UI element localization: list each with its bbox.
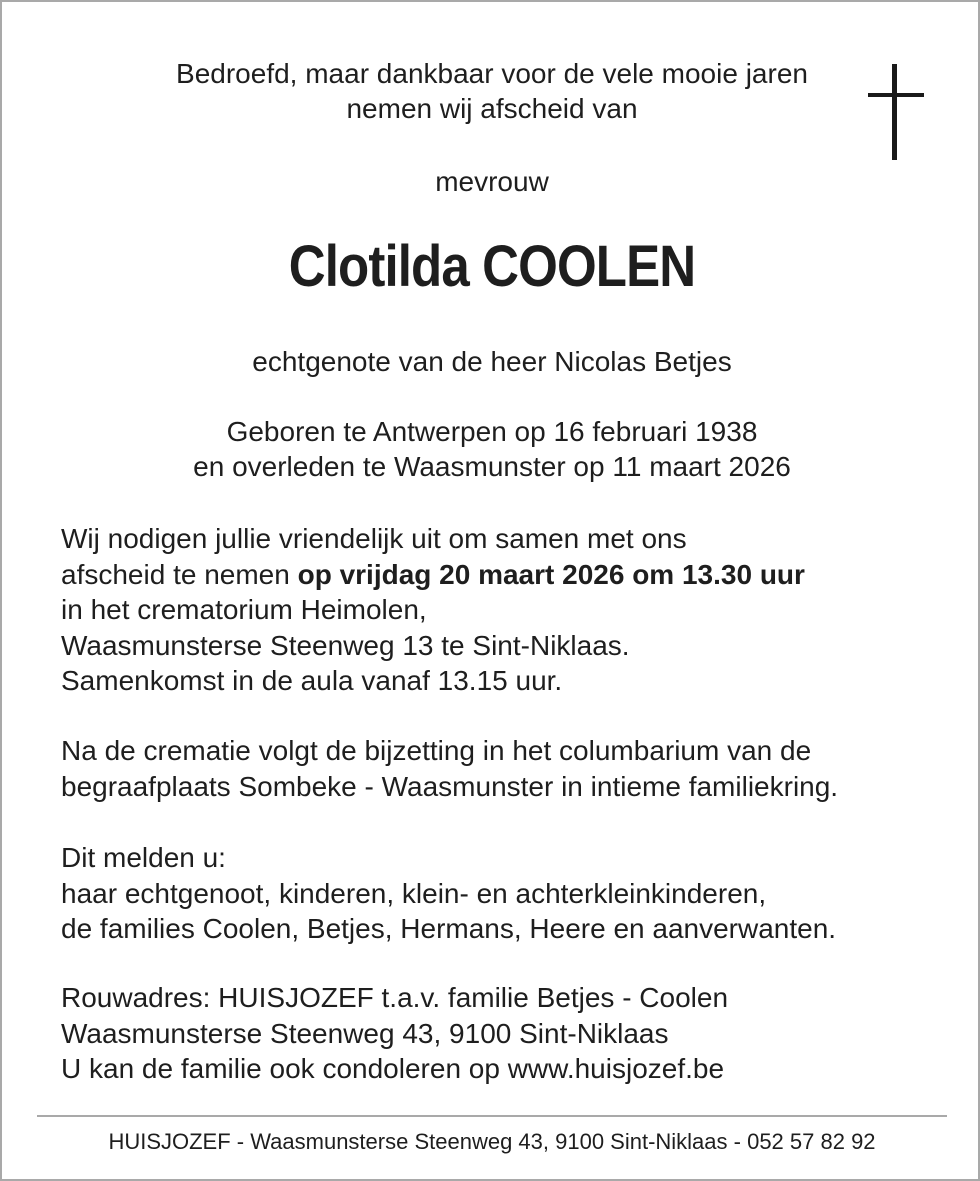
address-line-2: Waasmunsterse Steenweg 43, 9100 Sint-Niklaas — [61, 1017, 669, 1049]
announce-line-3: de families Coolen, Betjes, Hermans, Heere en aanverwanten. — [61, 913, 837, 944]
cremation-line-1: Na de crematie volgt de bijzetting in het columbarium van de — [61, 735, 812, 766]
announce-line-2: haar echtgenoot, kinderen, klein- en achterkleinkinderen, — [61, 877, 767, 909]
invitation-line-2-prefix: afscheid te nemen — [61, 558, 298, 590]
cremation-line-2: begraafplaats Sombeke - Waasmunster in intieme familiekring. — [61, 770, 839, 802]
invitation-line-5: Samenkomst in de aula vanaf 13.15 uur. — [61, 665, 563, 696]
deceased-name: Clotilda COOLEN — [288, 234, 696, 299]
address-line-3: U kan de familie ook condoleren op www.huisjozef.be — [61, 1053, 725, 1084]
announce-line-1: Dit melden u: — [61, 842, 226, 873]
address-line-1: Rouwadres: HUISJOZEF t.a.v. familie Betjes - Coolen — [61, 982, 729, 1013]
life-dates — [2, 414, 980, 484]
ceremony-datetime: op vrijdag 20 maart 2026 om 13.30 uur — [297, 558, 805, 590]
invitation-line-1: Wij nodigen jullie vriendelijk uit om samen met ons — [61, 523, 687, 554]
invitation-line-3: in het crematorium Heimolen, — [61, 594, 427, 625]
invitation-line-4: Waasmunsterse Steenweg 13 te Sint-Niklaas. — [61, 629, 630, 661]
intro-line-1: Bedroefd, maar dankbaar voor de vele mooie jaren — [176, 58, 808, 89]
invitation-line-2 — [61, 557, 961, 593]
address-paragraph — [61, 980, 961, 1087]
birth-line: Geboren te Antwerpen op 16 februari 1938 — [226, 416, 758, 447]
invitation-paragraph — [61, 521, 961, 699]
honorific: mevrouw — [435, 166, 549, 197]
death-line: en overleden te Waasmunster op 11 maart 2026 — [193, 451, 791, 482]
intro-text — [2, 56, 980, 126]
intro-line-2: nemen wij afscheid van — [346, 93, 638, 124]
cremation-paragraph — [61, 733, 961, 804]
announce-paragraph — [61, 840, 961, 947]
footer-divider — [37, 1115, 947, 1117]
funeral-home-footer: HUISJOZEF - Waasmunsterse Steenweg 43, 9100 Sint-Niklaas - 052 57 82 92 — [108, 1129, 876, 1154]
spouse-line: echtgenote van de heer Nicolas Betjes — [252, 346, 732, 377]
